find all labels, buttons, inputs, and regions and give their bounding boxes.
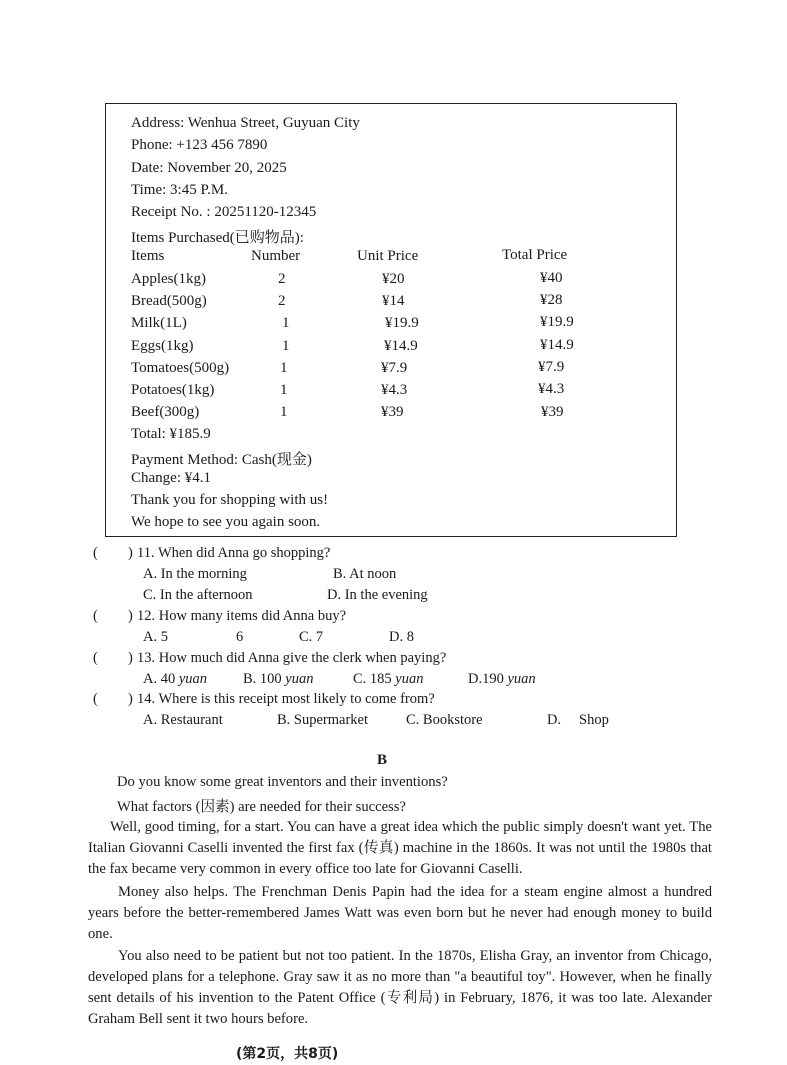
option-c: C. 185 yuan xyxy=(353,671,424,687)
column-header-items: Items xyxy=(131,248,165,264)
option-d: D.190 yuan xyxy=(468,671,536,687)
payment-method: Payment Method: Cash(现金) xyxy=(131,452,312,468)
answer-blank-open: ( xyxy=(93,650,98,666)
receipt-address: Address: Wenhua Street, Guyuan City xyxy=(131,115,360,131)
thank-you-message: Thank you for shopping with us! xyxy=(131,492,329,508)
item-unit-price: ¥4.3 xyxy=(381,382,408,398)
items-purchased-label: Items Purchased(已购物品): xyxy=(131,230,304,246)
page-number-footer: (第2页，共8页) xyxy=(236,1046,339,1062)
answer-blank-open: ( xyxy=(93,608,98,624)
option-c: C. In the afternoon xyxy=(143,587,253,603)
receipt-total: Total: ¥185.9 xyxy=(131,426,211,442)
section-b-heading: B xyxy=(377,752,388,768)
receipt-change: Change: ¥4.1 xyxy=(131,470,211,486)
option-b: 6 xyxy=(236,629,244,645)
item-number: 1 xyxy=(280,404,288,420)
answer-blank-open: ( xyxy=(93,545,98,561)
column-header-total-price: Total Price xyxy=(502,247,568,263)
item-name: Potatoes(1kg) xyxy=(131,382,215,398)
passage-paragraph-3: You also need to be patient but not too patient. In the 1870s, Elisha Gray, an inventor from Chicago, developed plans for a telephone. Gray saw it as no more than "a beautiful toy". However, when he finally sent details of his invention to the Patent Office (专利局) in February, 1876, it was too late. Alexander Graham Bell sent it two hours before. xyxy=(88,948,712,1027)
item-name: Apples(1kg) xyxy=(131,271,206,287)
option-d-label: D. xyxy=(547,712,562,728)
item-name: Beef(300g) xyxy=(131,404,200,420)
item-unit-price: ¥19.9 xyxy=(385,315,419,331)
passage-paragraph-1: Well, good timing, for a start. You can have a great idea which the public simply doesn't want yet. The Italian Giovanni Caselli invented the first fax (传真) machine in the 1860s. It was not until the 1980s that the fax became very common in every office too late for Giovanni Caselli. xyxy=(88,819,712,877)
item-total-price: ¥28 xyxy=(540,292,563,308)
answer-blank-close: ) xyxy=(128,545,133,561)
question-stem: 11. When did Anna go shopping? xyxy=(137,545,331,561)
item-number: 1 xyxy=(282,315,290,331)
item-number: 1 xyxy=(282,338,290,354)
item-number: 2 xyxy=(278,293,286,309)
answer-blank-open: ( xyxy=(93,691,98,707)
see-you-message: We hope to see you again soon. xyxy=(131,514,321,530)
option-b: B. Supermarket xyxy=(277,712,369,728)
item-unit-price: ¥20 xyxy=(382,271,405,287)
option-c: C. 7 xyxy=(299,629,324,645)
item-total-price: ¥19.9 xyxy=(540,314,574,330)
answer-blank-close: ) xyxy=(128,650,133,666)
column-header-number: Number xyxy=(251,248,301,264)
intro-question-2: What factors (因素) are needed for their success? xyxy=(117,799,406,815)
passage-paragraph-2: Money also helps. The Frenchman Denis Papin had the idea for a steam engine almost a hundred years before the better-remembered James Watt was even born but he never had enough money to build one. xyxy=(88,884,712,942)
option-a: A. 5 xyxy=(143,629,168,645)
item-number: 1 xyxy=(280,360,288,376)
item-name: Bread(500g) xyxy=(131,293,207,309)
receipt-time: Time: 3:45 P.M. xyxy=(131,182,228,198)
option-d-text: Shop xyxy=(579,712,609,728)
receipt-number: Receipt No. : 20251120-12345 xyxy=(131,204,317,220)
column-header-unit-price: Unit Price xyxy=(357,248,419,264)
item-number: 1 xyxy=(280,382,288,398)
option-c: C. Bookstore xyxy=(406,712,483,728)
item-total-price: ¥7.9 xyxy=(538,359,565,375)
item-number: 2 xyxy=(278,271,286,287)
question-stem: 13. How much did Anna give the clerk when paying? xyxy=(137,650,447,666)
option-a: A. In the morning xyxy=(143,566,247,582)
question-stem: 14. Where is this receipt most likely to come from? xyxy=(137,691,435,707)
option-b: B. At noon xyxy=(333,566,397,582)
answer-blank-close: ) xyxy=(128,691,133,707)
option-d: D. In the evening xyxy=(327,587,428,603)
answer-blank-close: ) xyxy=(128,608,133,624)
receipt-date: Date: November 20, 2025 xyxy=(131,160,287,176)
item-name: Milk(1L) xyxy=(131,315,187,331)
receipt-phone: Phone: +123 456 7890 xyxy=(131,137,268,153)
option-a: A. Restaurant xyxy=(143,712,223,728)
item-unit-price: ¥7.9 xyxy=(381,360,408,376)
item-total-price: ¥40 xyxy=(540,270,563,286)
item-unit-price: ¥14.9 xyxy=(384,338,418,354)
item-unit-price: ¥14 xyxy=(382,293,405,309)
intro-question-1: Do you know some great inventors and their inventions? xyxy=(117,774,448,790)
item-total-price: ¥39 xyxy=(541,404,564,420)
option-d: D. 8 xyxy=(389,629,414,645)
item-name: Eggs(1kg) xyxy=(131,338,194,354)
item-name: Tomatoes(500g) xyxy=(131,360,230,376)
item-total-price: ¥14.9 xyxy=(540,337,574,353)
item-total-price: ¥4.3 xyxy=(538,381,565,397)
question-stem: 12. How many items did Anna buy? xyxy=(137,608,347,624)
item-unit-price: ¥39 xyxy=(381,404,404,420)
option-a: A. 40 yuan xyxy=(143,671,208,687)
option-b: B. 100 yuan xyxy=(243,671,314,687)
